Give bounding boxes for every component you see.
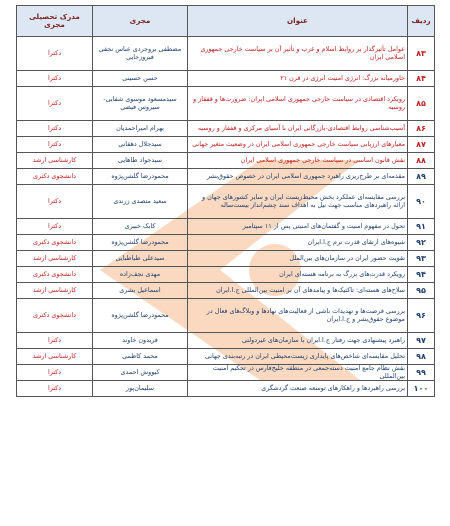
table-row — [17, 169, 435, 185]
table-body — [17, 37, 435, 397]
row-title: شیوه‌های ارتقای قدرت نرم ج.ا.ایران — [188, 235, 408, 251]
table-row — [17, 251, 435, 267]
row-author: کابک خبیری — [93, 219, 188, 235]
row-author: کیووش احمدی — [93, 365, 188, 381]
row-title: عوامل تأثیرگذار بر روابط اسلام و غرب و تأثیر آن بر سیاست خارجی جمهوری اسلامی ایران — [188, 37, 408, 71]
row-number: ۹۰ — [408, 185, 435, 219]
row-author: فریدون خاوند — [93, 333, 188, 349]
row-title: رویکرد اقتصادی در سیاست خارجی جمهوری اسلامی ایران: ضرورت‌ها و قفقاز و روسیه — [188, 87, 408, 121]
row-author: محمودرضا گلشن‌پژوه — [93, 299, 188, 333]
row-number: ۸۶ — [408, 121, 435, 137]
row-title: بررسی راهبردها و راهکارهای توسعه صنعت گردشگری — [188, 381, 408, 397]
table-row — [17, 185, 435, 219]
row-number: ۹۲ — [408, 235, 435, 251]
row-title: مقدمه‌ای بر طرح‌ریزی راهبرد جمهوری اسلامی ایران در خصوص حقوق‌بشر — [188, 169, 408, 185]
row-number: ۹۹ — [408, 365, 435, 381]
table-row — [17, 267, 435, 283]
row-degree: دکترا — [17, 87, 93, 121]
row-number: ۸۷ — [408, 137, 435, 153]
row-number: ۹۷ — [408, 333, 435, 349]
table-row — [17, 153, 435, 169]
header-author: مجری — [93, 6, 188, 37]
row-author: مصطفی بروجردی عباس نجفی فیروزجایی — [93, 37, 188, 71]
research-table-wrapper — [16, 5, 434, 397]
table-row — [17, 121, 435, 137]
row-title: تحلیل مقایسه‌ای شاخص‌های پایداری زیست‌محیطی ایران در رتبه‌بندی جهانی — [188, 349, 408, 365]
table-row — [17, 365, 435, 381]
row-number: ۹۱ — [408, 219, 435, 235]
row-author: سیدعلی طباطبایی — [93, 251, 188, 267]
table-row — [17, 87, 435, 121]
table-row — [17, 381, 435, 397]
row-number: ۸۳ — [408, 37, 435, 71]
table-row — [17, 349, 435, 365]
row-author: سعید متصدی زرندی — [93, 185, 188, 219]
row-degree: دکترا — [17, 71, 93, 87]
row-title: رویکرد قدرت‌های بزرگ به برنامه هسته‌ای ایران — [188, 267, 408, 283]
row-degree: دکترا — [17, 333, 93, 349]
row-title: معیارهای ارزیابی سیاست خارجی جمهوری اسلامی ایران در وضعیت متغیر جهانی — [188, 137, 408, 153]
row-number: ۸۸ — [408, 153, 435, 169]
row-author: محمد کاظمی — [93, 349, 188, 365]
row-number: ۹۴ — [408, 267, 435, 283]
row-degree: دکترا — [17, 381, 93, 397]
row-degree: کارشناسی ارشد — [17, 283, 93, 299]
header-num: ردیف — [408, 6, 435, 37]
row-degree: کارشناسی ارشد — [17, 251, 93, 267]
table-row — [17, 283, 435, 299]
row-author: محمودرضا گلشن‌پژوه — [93, 169, 188, 185]
row-number: ۹۸ — [408, 349, 435, 365]
row-number: ۱۰۰ — [408, 381, 435, 397]
row-number: ۸۴ — [408, 71, 435, 87]
row-author: سیدمسعود موسوی شفایی-سیروس فیضی — [93, 87, 188, 121]
table-row — [17, 37, 435, 71]
row-title: بررسی فرصت‌ها و تهدیدات ناشی از فعالیت‌های نهادها و وبلاگ‌های فعال در موضوع حقوق‌بشر و ج.ا.ایران — [188, 299, 408, 333]
row-title: نقش نظام جامع امنیت دسته‌جمعی در منطقه خلیج‌فارس در تحکیم امنیت بین‌المللی — [188, 365, 408, 381]
row-degree: دکترا — [17, 185, 93, 219]
row-title: آسیب‌شناسی روابط اقتصادی-بازرگانی ایران با آسیای مرکزی و قفقاز و روسیه — [188, 121, 408, 137]
table-row — [17, 219, 435, 235]
research-table — [16, 5, 435, 397]
row-degree: دکترا — [17, 121, 93, 137]
row-author: بهرام امیراحمدیان — [93, 121, 188, 137]
table-row — [17, 137, 435, 153]
row-author: اسماعیل بشری — [93, 283, 188, 299]
row-number: ۸۹ — [408, 169, 435, 185]
row-title: تحول در مفهوم امنیت و گفتمان‌های امنیتی پس از ۱۱ سپتامبر — [188, 219, 408, 235]
row-author: سلیمان‌پور — [93, 381, 188, 397]
row-degree: دکترا — [17, 365, 93, 381]
header-title: عنوان — [188, 6, 408, 37]
row-degree: دکترا — [17, 37, 93, 71]
row-number: ۹۵ — [408, 283, 435, 299]
row-title: نقش قانون اساسی در سیاست خارجی جمهوری اسلامی ایران — [188, 153, 408, 169]
table-row — [17, 235, 435, 251]
header-degree: مدرک تحصیلی مجری — [17, 6, 93, 37]
row-title: خاورمیانه بزرگ: انرژی امنیت انرژی در قرن ۲۱ — [188, 71, 408, 87]
row-degree: دانشجوی دکتری — [17, 299, 93, 333]
table-row — [17, 71, 435, 87]
row-number: ۹۳ — [408, 251, 435, 267]
row-number: ۸۵ — [408, 87, 435, 121]
row-degree: دکترا — [17, 219, 93, 235]
table-row — [17, 333, 435, 349]
table-header — [17, 6, 435, 37]
row-author: حسن حسینی — [93, 71, 188, 87]
row-degree: دانشجوی دکتری — [17, 267, 93, 283]
row-degree: کارشناسی ارشد — [17, 349, 93, 365]
row-author: محمودرضا گلشن‌پژوه — [93, 235, 188, 251]
row-title: راهبرد پیشنهادی جهت رفتار ج.ا.ایران با سازمان‌های غیردولتی — [188, 333, 408, 349]
row-author: سیدجواد طاهایی — [93, 153, 188, 169]
row-author: مهدی نجف‌زاده — [93, 267, 188, 283]
table-row — [17, 299, 435, 333]
row-degree: دکترا — [17, 137, 93, 153]
row-degree: دانشجوی دکتری — [17, 169, 93, 185]
row-degree: دانشجوی دکتری — [17, 235, 93, 251]
row-author: سیدجلال دهقانی — [93, 137, 188, 153]
row-degree: کارشناسی ارشد — [17, 153, 93, 169]
row-title: سلاح‌های هسته‌ای: تاکتیک‌ها و پیامدهای آن بر امنیت بین‌المللی ج.ا.ایران — [188, 283, 408, 299]
row-number: ۹۶ — [408, 299, 435, 333]
row-title: بررسی مقایسه‌ای عملکرد بخش محیط‌زیست ایران و سایر کشورهای جهان و ارائه راهبردهای مناسب جهت نیل به اهداف سند چشم‌انداز بیست‌ساله — [188, 185, 408, 219]
row-title: تقویت حضور ایران در سازمان‌های بین‌الملل — [188, 251, 408, 267]
